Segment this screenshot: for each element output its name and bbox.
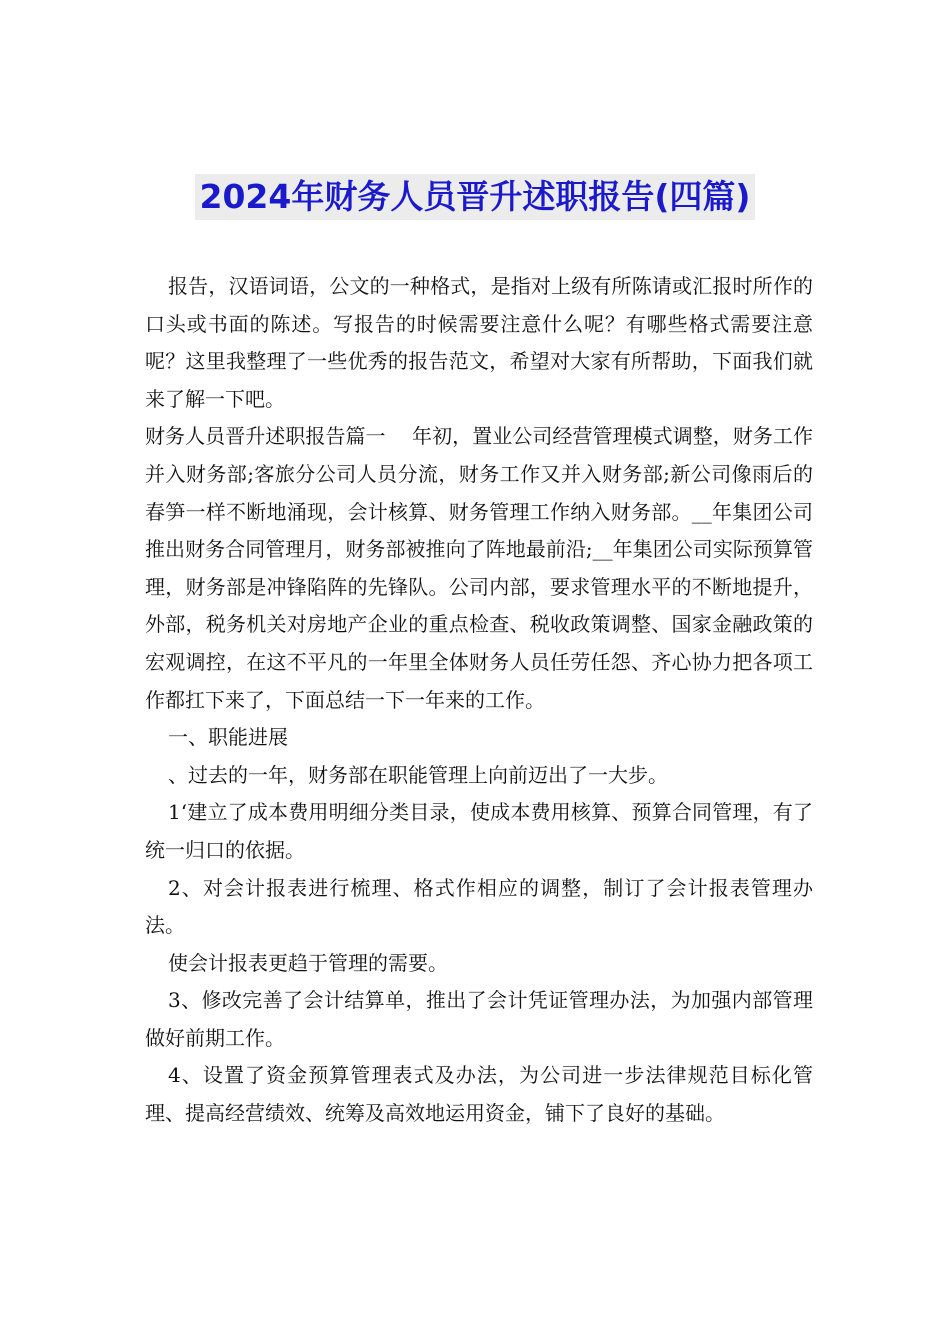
list-item-1: 1‘建立了成本费用明细分类目录，使成本费用核算、预算合同管理，有了统一归口的依据。 — [145, 800, 813, 862]
list-item-4: 4、设置了资金预算管理表式及办法，为公司进一步法律规范目标化管理、提高经营绩效、统筹及高效地运用资金，铺下了良好的基础。 — [145, 1063, 813, 1126]
title-container — [0, 174, 950, 220]
document-body — [145, 268, 813, 1133]
heading-section-one: 一、职能进展 — [168, 725, 288, 750]
list-item-3: 3、修改完善了会计结算单，推出了会计凭证管理办法，为加强内部管理做好前期工作。 — [145, 988, 813, 1050]
paragraph-intro: 报告，汉语词语，公文的一种格式，是指对上级有所陈请或汇报时所作的口头或书面的陈述。写报告的时候需要注意什么呢？有哪些格式需要注意呢？这里我整理了一些优秀的报告范文，希望对大家有所帮助，下面我们就来了解一下吧。 — [145, 274, 813, 411]
list-item-2: 2、对会计报表进行梳理、格式作相应的调整，制订了会计报表管理办法。 — [145, 875, 813, 938]
document-title: 2024年财务人员晋升述职报告(四篇) — [195, 174, 754, 220]
paragraph-report-need: 使会计报表更趋于管理的需要。 — [168, 950, 448, 975]
paragraph-past-year: 、过去的一年，财务部在职能管理上向前迈出了一大步。 — [168, 762, 668, 787]
paragraph-report-one: 财务人员晋升述职报告篇一 年初，置业公司经营管理模式调整，财务工作并入财务部;客旅分公司人员分流，财务工作又并入财务部;新公司像雨后的春笋一样不断地涌现，会计核算、财务管理工作纳入财务部。__年集团公司推出财务合同管理月，财务部被推向了阵地最前沿;__年集团公司实际预算管理，财务部是冲锋陷阵的先锋队。公司内部，要求管理水平的不断地提升，外部，税务机关对房地产企业的重点检查、税收政策调整、国家金融政策的宏观调控，在这不平凡的一年里全体财务人员任劳任怨、齐心协力把各项工作都扛下来了，下面总结一下一年来的工作。 — [145, 424, 813, 712]
